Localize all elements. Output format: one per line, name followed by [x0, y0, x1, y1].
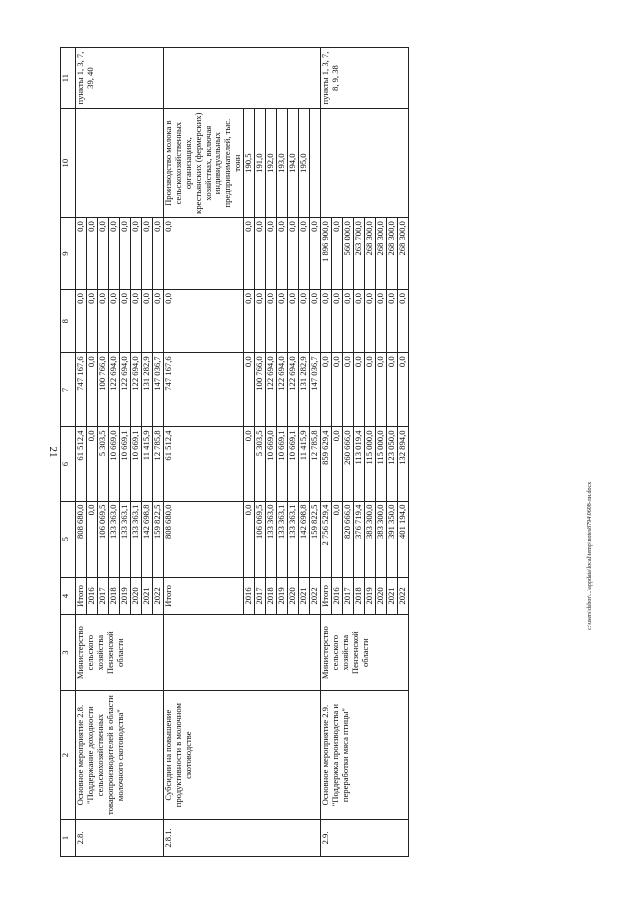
- year-cell: 2017: [98, 577, 109, 614]
- year-cell: 2017: [343, 577, 354, 614]
- value-total: 133 363,1: [288, 501, 299, 577]
- col-header: 6: [61, 427, 76, 501]
- value-regional: 132 894,0: [398, 427, 409, 501]
- value-total: 142 698,8: [299, 501, 310, 577]
- value-federal: 122 694,0: [288, 353, 299, 427]
- year-cell: 2016: [332, 577, 343, 614]
- value-total: 133 363,1: [120, 501, 131, 577]
- value-federal: 0,0: [87, 353, 98, 427]
- value-regional: 0,0: [87, 427, 98, 501]
- value-federal: 147 036,7: [153, 353, 164, 427]
- value-total: 133 363,0: [109, 501, 120, 577]
- value-other: 0,0: [288, 218, 299, 290]
- item-executor: Министерство сельского хозяйства Пензенской области: [321, 614, 409, 690]
- value-regional: 113 019,4: [354, 427, 365, 501]
- value-federal: 100 766,0: [98, 353, 109, 427]
- value-total: 808 680,0: [164, 501, 244, 577]
- value-total: 383 300,0: [376, 501, 387, 577]
- year-cell: 2016: [244, 577, 255, 614]
- program-table: [60, 47, 409, 857]
- header-row: [61, 48, 76, 857]
- table-body: [76, 48, 409, 857]
- rotated-table-wrapper: [60, 47, 580, 857]
- value-local: 0,0: [376, 290, 387, 353]
- value-regional: 12 785,8: [153, 427, 164, 501]
- value-other: 268 300,0: [365, 218, 376, 290]
- value-regional: 5 303,5: [98, 427, 109, 501]
- year-cell: 2020: [376, 577, 387, 614]
- value-regional: 10 669,1: [131, 427, 142, 501]
- value-regional: 859 629,4: [321, 427, 332, 501]
- year-cell: 2020: [131, 577, 142, 614]
- value-total: 133 363,0: [266, 501, 277, 577]
- value-regional: 10 669,1: [120, 427, 131, 501]
- col-header: 8: [61, 290, 76, 353]
- value-federal: 147 036,7: [310, 353, 321, 427]
- value-total: 2 756 529,4: [321, 501, 332, 577]
- year-cell: 2019: [277, 577, 288, 614]
- value-local: 0,0: [332, 290, 343, 353]
- item-name: Субсидии на повышение продуктивности в молочном скотоводстве: [164, 691, 321, 820]
- value-federal: 0,0: [354, 353, 365, 427]
- year-cell: 2019: [120, 577, 131, 614]
- indicator-value: [310, 109, 321, 218]
- item-refs: [164, 48, 321, 109]
- value-local: 0,0: [398, 290, 409, 353]
- year-cell: Итого: [321, 577, 332, 614]
- table-row: [76, 48, 87, 857]
- value-local: 0,0: [142, 290, 153, 353]
- value-local: 0,0: [288, 290, 299, 353]
- value-total: 159 822,5: [310, 501, 321, 577]
- value-federal: 122 694,0: [109, 353, 120, 427]
- value-federal: 100 766,0: [255, 353, 266, 427]
- col-header: 9: [61, 218, 76, 290]
- indicator-name: [321, 109, 409, 218]
- value-local: 0,0: [343, 290, 354, 353]
- value-local: 0,0: [109, 290, 120, 353]
- value-other: 0,0: [266, 218, 277, 290]
- value-other: 0,0: [255, 218, 266, 290]
- value-total: 820 666,0: [343, 501, 354, 577]
- value-regional: 123 050,0: [387, 427, 398, 501]
- value-federal: 747 167,6: [164, 353, 244, 427]
- value-federal: 0,0: [376, 353, 387, 427]
- value-other: 1 896 900,0: [321, 218, 332, 290]
- value-regional: 10 669,1: [288, 427, 299, 501]
- value-local: 0,0: [277, 290, 288, 353]
- value-regional: 61 512,4: [164, 427, 244, 501]
- value-local: 0,0: [76, 290, 87, 353]
- indicator-value: 191,0: [255, 109, 266, 218]
- value-federal: 122 694,0: [266, 353, 277, 427]
- value-regional: 11 415,9: [142, 427, 153, 501]
- indicator-name: Производство молока в сельскохозяйственных организациях, крестьянских (фермерских) хозяйствах, включая индивидуальных предпринимателей, тыс. тонн: [164, 109, 244, 218]
- value-total: 401 194,0: [398, 501, 409, 577]
- year-cell: 2018: [266, 577, 277, 614]
- year-cell: 2016: [87, 577, 98, 614]
- col-header: 10: [61, 109, 76, 218]
- value-local: 0,0: [98, 290, 109, 353]
- value-total: 391 350,0: [387, 501, 398, 577]
- col-header: 3: [61, 614, 76, 690]
- value-total: 159 822,5: [153, 501, 164, 577]
- value-total: 106 069,5: [98, 501, 109, 577]
- col-header: 5: [61, 501, 76, 577]
- value-total: 133 363,1: [277, 501, 288, 577]
- value-federal: 122 694,0: [131, 353, 142, 427]
- value-other: 0,0: [142, 218, 153, 290]
- year-cell: 2018: [354, 577, 365, 614]
- value-total: 383 300,0: [365, 501, 376, 577]
- value-regional: 0,0: [244, 427, 255, 501]
- value-local: 0,0: [164, 290, 244, 353]
- value-regional: 10 669,0: [109, 427, 120, 501]
- indicator-value: 194,0: [288, 109, 299, 218]
- value-local: 0,0: [255, 290, 266, 353]
- value-regional: 10 669,0: [266, 427, 277, 501]
- value-federal: 122 694,0: [120, 353, 131, 427]
- value-other: 0,0: [87, 218, 98, 290]
- value-total: 0,0: [87, 501, 98, 577]
- item-refs: пункты 1, 3, 7, 8, 9, 38: [321, 48, 409, 109]
- value-federal: 0,0: [343, 353, 354, 427]
- indicator-value: 190,5: [244, 109, 255, 218]
- item-number: 2.9.: [321, 819, 409, 856]
- indicator-value: 195,0: [299, 109, 310, 218]
- value-local: 0,0: [365, 290, 376, 353]
- value-local: 0,0: [153, 290, 164, 353]
- value-total: 0,0: [332, 501, 343, 577]
- value-total: 808 680,0: [76, 501, 87, 577]
- value-federal: 0,0: [332, 353, 343, 427]
- col-header: 11: [61, 48, 76, 109]
- value-local: 0,0: [87, 290, 98, 353]
- value-regional: 10 669,1: [277, 427, 288, 501]
- year-cell: 2018: [109, 577, 120, 614]
- year-cell: 2017: [255, 577, 266, 614]
- value-total: 376 719,4: [354, 501, 365, 577]
- year-cell: 2021: [142, 577, 153, 614]
- item-name: Основное мероприятие 2.8. "Поддержание доходности сельскохозяйственных товаропроизводителей в области молочного скотоводства": [76, 691, 164, 820]
- value-total: 142 698,8: [142, 501, 153, 577]
- value-regional: 115 000,0: [365, 427, 376, 501]
- page-number: 21: [47, 446, 59, 458]
- value-regional: 115 000,0: [376, 427, 387, 501]
- table-row: [321, 48, 332, 857]
- value-local: 0,0: [131, 290, 142, 353]
- value-local: 0,0: [266, 290, 277, 353]
- value-other: 268 300,0: [387, 218, 398, 290]
- year-cell: 2021: [387, 577, 398, 614]
- value-local: 0,0: [299, 290, 310, 353]
- value-local: 0,0: [310, 290, 321, 353]
- value-regional: 0,0: [332, 427, 343, 501]
- year-cell: Итого: [164, 577, 244, 614]
- value-federal: 0,0: [244, 353, 255, 427]
- value-federal: 122 694,0: [277, 353, 288, 427]
- item-refs: пункты 1, 3, 7, 39, 40: [76, 48, 164, 109]
- value-other: 0,0: [76, 218, 87, 290]
- year-cell: Итого: [76, 577, 87, 614]
- value-other: 268 300,0: [398, 218, 409, 290]
- value-regional: 12 785,8: [310, 427, 321, 501]
- value-other: 0,0: [164, 218, 244, 290]
- value-other: 0,0: [244, 218, 255, 290]
- item-number: 2.8.: [76, 819, 164, 856]
- item-executor: Министерство сельского хозяйства Пензенской области: [76, 614, 164, 690]
- value-other: 560 000,0: [343, 218, 354, 290]
- value-regional: 260 666,0: [343, 427, 354, 501]
- year-cell: 2019: [365, 577, 376, 614]
- indicator-value: 192,0: [266, 109, 277, 218]
- value-federal: 0,0: [387, 353, 398, 427]
- value-federal: 0,0: [365, 353, 376, 427]
- value-other: 0,0: [299, 218, 310, 290]
- indicator-value: 193,0: [277, 109, 288, 218]
- value-federal: 0,0: [398, 353, 409, 427]
- value-local: 0,0: [321, 290, 332, 353]
- item-name: Основное мероприятие 2.9. "Поддержка производства и переработки мяса птицы": [321, 691, 409, 820]
- year-cell: 2022: [153, 577, 164, 614]
- value-regional: 5 303,5: [255, 427, 266, 501]
- value-other: 0,0: [120, 218, 131, 290]
- value-local: 0,0: [120, 290, 131, 353]
- col-header: 7: [61, 353, 76, 427]
- col-header: 4: [61, 577, 76, 614]
- year-cell: 2022: [310, 577, 321, 614]
- value-other: 268 300,0: [376, 218, 387, 290]
- value-other: 0,0: [98, 218, 109, 290]
- value-regional: 11 415,9: [299, 427, 310, 501]
- table-row: [164, 48, 244, 857]
- col-header: 2: [61, 691, 76, 820]
- value-other: 263 700,0: [354, 218, 365, 290]
- value-local: 0,0: [354, 290, 365, 353]
- value-other: 0,0: [310, 218, 321, 290]
- value-total: 133 363,1: [131, 501, 142, 577]
- value-federal: 131 282,9: [142, 353, 153, 427]
- col-header: 1: [61, 819, 76, 856]
- value-total: 0,0: [244, 501, 255, 577]
- item-executor: [164, 614, 321, 690]
- footer-path: c:\users\dsbor\...\appdata\local\temp\notes8794\0608-ли.docx: [587, 481, 593, 630]
- value-other: 0,0: [332, 218, 343, 290]
- value-federal: 747 167,6: [76, 353, 87, 427]
- value-local: 0,0: [387, 290, 398, 353]
- value-other: 0,0: [277, 218, 288, 290]
- value-total: 106 069,5: [255, 501, 266, 577]
- value-regional: 61 512,4: [76, 427, 87, 501]
- indicator-name: [76, 109, 164, 218]
- value-other: 0,0: [153, 218, 164, 290]
- item-number: 2.8.1.: [164, 819, 321, 856]
- year-cell: 2020: [288, 577, 299, 614]
- value-local: 0,0: [244, 290, 255, 353]
- value-federal: 0,0: [321, 353, 332, 427]
- year-cell: 2022: [398, 577, 409, 614]
- value-other: 0,0: [131, 218, 142, 290]
- value-federal: 131 282,9: [299, 353, 310, 427]
- year-cell: 2021: [299, 577, 310, 614]
- value-other: 0,0: [109, 218, 120, 290]
